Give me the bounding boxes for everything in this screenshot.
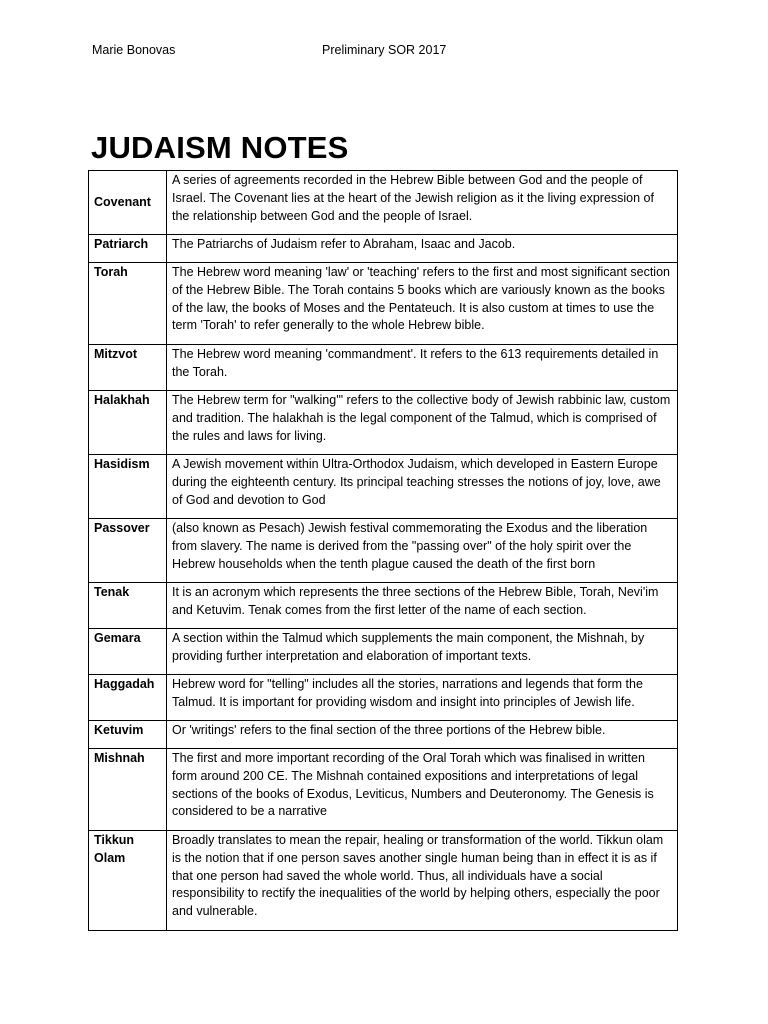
definition-cell: The Hebrew word meaning 'law' or 'teaching' refers to the first and most significant section of the Hebrew Bible. The Torah contains 5 books which are variously known as the books of the law, the books of Moses and the Pentateuch. It is also custom at times to use the term 'Torah' to refer generally to the whole Hebrew bible.: [167, 263, 678, 345]
definition-cell: (also known as Pesach) Jewish festival commemorating the Exodus and the liberation from slavery. The name is derived from the "passing over" of the holy spirit over the Hebrew households when the tenth plague caused the death of the first born: [167, 519, 678, 583]
definition-cell: It is an acronym which represents the three sections of the Hebrew Bible, Torah, Nevi'im and Ketuvim. Tenak comes from the first letter of the name of each section.: [167, 583, 678, 629]
table-row: [89, 831, 678, 931]
definition-cell: The Patriarchs of Judaism refer to Abraham, Isaac and Jacob.: [167, 235, 678, 263]
table-row: [89, 749, 678, 831]
term-cell: Mitzvot: [89, 345, 167, 391]
term-cell: Covenant: [89, 171, 167, 235]
term-cell: Ketuvim: [89, 721, 167, 749]
term-cell: Patriarch: [89, 235, 167, 263]
table-row: [89, 171, 678, 235]
definition-cell: A Jewish movement within Ultra-Orthodox Judaism, which developed in Eastern Europe during the eighteenth century. Its principal teaching stresses the notions of joy, love, awe of God and devotion to God: [167, 455, 678, 519]
table-row: [89, 519, 678, 583]
author-name: Marie Bonovas: [92, 43, 176, 57]
table-row: [89, 629, 678, 675]
glossary-table: [88, 170, 678, 931]
definition-cell: The Hebrew word meaning 'commandment'. It refers to the 613 requirements detailed in the Torah.: [167, 345, 678, 391]
definition-cell: Or 'writings' refers to the final section of the three portions of the Hebrew bible.: [167, 721, 678, 749]
table-row: [89, 345, 678, 391]
definition-cell: The Hebrew term for "walking'" refers to the collective body of Jewish rabbinic law, custom and tradition. The halakhah is the legal component of the Talmud, which is comprised of the rules and laws for living.: [167, 391, 678, 455]
table-row: [89, 263, 678, 345]
table-row: [89, 235, 678, 263]
term-cell: Tikkun Olam: [89, 831, 167, 931]
page-title: JUDAISM NOTES: [91, 130, 349, 165]
table-row: [89, 455, 678, 519]
term-cell: Haggadah: [89, 675, 167, 721]
table-row: [89, 391, 678, 455]
definition-cell: The first and more important recording of the Oral Torah which was finalised in written form around 200 CE. The Mishnah contained expositions and interpretations of legal sections of the books of Exodus, Leviticus, Numbers and Deuteronomy. The Genesis is considered to be a narrative: [167, 749, 678, 831]
table-row: [89, 583, 678, 629]
course-name: Preliminary SOR 2017: [322, 43, 447, 57]
term-cell: Passover: [89, 519, 167, 583]
definition-cell: A series of agreements recorded in the Hebrew Bible between God and the people of Israel. The Covenant lies at the heart of the Jewish religion as it the living expression of the relationship between God and the people of Israel.: [167, 171, 678, 235]
term-cell: Torah: [89, 263, 167, 345]
definition-cell: A section within the Talmud which supplements the main component, the Mishnah, by providing further interpretation and elaboration of important texts.: [167, 629, 678, 675]
table-row: [89, 721, 678, 749]
term-cell: Gemara: [89, 629, 167, 675]
term-cell: Tenak: [89, 583, 167, 629]
term-cell: Mishnah: [89, 749, 167, 831]
term-cell: Halakhah: [89, 391, 167, 455]
definition-cell: Broadly translates to mean the repair, healing or transformation of the world. Tikkun olam is the notion that if one person saves another single human being than in effect it is as if that one person had saved the whole world. Thus, all individuals have a social responsibility to rectify the inequalities of the world by helping others, especially the poor and vulnerable.: [167, 831, 678, 931]
definition-cell: Hebrew word for "telling" includes all the stories, narrations and legends that form the Talmud. It is important for providing wisdom and insight into principles of Jewish life.: [167, 675, 678, 721]
table-row: [89, 675, 678, 721]
page-header: [92, 43, 692, 59]
term-cell: Hasidism: [89, 455, 167, 519]
